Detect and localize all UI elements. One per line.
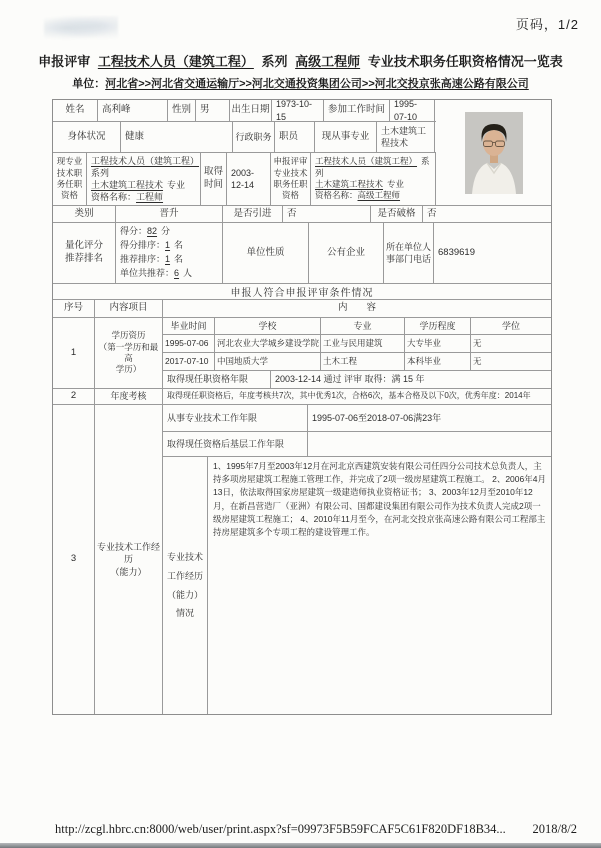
tenure-value: 2003-12-14 通过 评审 取得：满 15 年 bbox=[275, 374, 425, 385]
education-row-1: 1995-07-06 河北农业大学城乡建设学院 工业与民用建筑 大专毕业 无 bbox=[163, 335, 551, 353]
footer-url: http://zcgl.hbrc.cn:8000/web/user/print.aspx?sf=09973F5B59FCAF5C61F820DF18B34... bbox=[55, 822, 506, 836]
unit-type-value: 公有企业 bbox=[309, 223, 384, 283]
obtain-time-value: 2003-12-14 bbox=[227, 153, 271, 205]
gender-label: 性别 bbox=[168, 100, 196, 121]
tenure-label: 取得现任职资格年限 bbox=[163, 371, 271, 388]
col-item-header: 内容项目 bbox=[95, 300, 163, 317]
imported-label: 是否引进 bbox=[223, 206, 283, 222]
education-row-2: 2017-07-10 中国地质大学 土木工程 本科毕业 无 bbox=[163, 353, 551, 371]
recommend-rank-value: 1 bbox=[165, 254, 171, 264]
scan-edge bbox=[0, 843, 601, 848]
current-qual-value: 工程技术人员（建筑工程） 系列 土木建筑工程技术 专业 资格名称：工程师 bbox=[87, 153, 201, 205]
page-number: 页码，1/2 bbox=[515, 17, 579, 32]
col-content-header: 内 容 bbox=[337, 302, 376, 314]
row-scores bbox=[53, 223, 551, 284]
exception-label: 是否破格 bbox=[371, 206, 423, 222]
grassroots-value bbox=[308, 432, 551, 456]
hr-phone-value: 6839619 bbox=[438, 246, 475, 258]
education-no: 1 bbox=[53, 318, 95, 388]
experience-grassroots-row bbox=[163, 432, 551, 457]
unit-line bbox=[0, 75, 601, 91]
score-details: 得分：82 分 得分排序：1 名 推荐排序：1 名 单位共推荐：6 人 bbox=[116, 223, 223, 283]
row-experience bbox=[53, 405, 551, 714]
detail-label: 专业技术 工作经历 （能力） 情况 bbox=[163, 457, 208, 714]
title-mid: 系列 bbox=[261, 54, 288, 69]
profession-label: 现从事专业 bbox=[315, 122, 377, 152]
unit-label: 单位： bbox=[72, 78, 106, 90]
score-rank-value: 1 bbox=[165, 240, 171, 251]
work-start-value: 1995-07-10 bbox=[390, 100, 435, 121]
unit-recommend-value: 6 bbox=[174, 267, 180, 278]
id-photo bbox=[465, 112, 523, 194]
title-series: 工程技术人员（建筑工程） bbox=[97, 54, 254, 69]
assessment-no: 2 bbox=[53, 389, 95, 404]
category-value: 晋升 bbox=[116, 206, 223, 222]
experience-content bbox=[163, 405, 551, 714]
exception-value: 否 bbox=[427, 207, 437, 219]
hr-phone-label: 所在单位人事部门电话 bbox=[384, 223, 434, 283]
footer-date: 2018/8/2 bbox=[532, 822, 577, 836]
current-qual-label: 现专业技术职务任职资格 bbox=[53, 153, 87, 205]
education-label: 学历资历 （第一学历和最高 学历） bbox=[95, 318, 163, 388]
category-label: 类别 bbox=[53, 206, 116, 222]
imported-value: 否 bbox=[283, 206, 371, 222]
assessment-label: 年度考核 bbox=[95, 389, 163, 404]
experience-detail-text: 1、1995年7月至2003年12月在河北京西建筑安装有限公司任四分公司技术总负责人，主持多项房屋建筑工程施工管理工作，并完成了2项一级房屋建筑工程施工。 2、2006年4月13日，依法取得国家房屋建筑一级建造师执业资格证书； 3、2003年12月至2010年12月，在新昌营造厂（亚洲）有限公司、国都建设集团有限公司作为技术负责人完成2项一级房屋建筑工程施工； 4、2010年11月至今，在河北交投京张高速公路有限公司工程部主持房屋建筑多个专项工程的建设管理工作。 bbox=[213, 461, 546, 537]
basic-info-block bbox=[53, 100, 551, 206]
apply-cert-name: 高级工程师 bbox=[357, 190, 401, 201]
grassroots-label: 取得现任资格后基层工作年限 bbox=[163, 432, 308, 456]
experience-no: 3 bbox=[53, 405, 95, 714]
qualification-table bbox=[52, 99, 552, 715]
experience-label: 专业技术工作经历 （能力） bbox=[95, 405, 163, 714]
title-prefix: 申报评审 bbox=[38, 54, 91, 69]
row-columns-header bbox=[53, 300, 551, 318]
years-value: 1995-07-06至2018-07-06满23年 bbox=[312, 412, 442, 423]
row-category bbox=[53, 206, 551, 223]
admin-post-value: 职员 bbox=[275, 122, 315, 152]
experience-years-row bbox=[163, 405, 551, 432]
name-label: 姓名 bbox=[53, 100, 98, 121]
row-health-post bbox=[53, 122, 436, 153]
apply-qual-value: 工程技术人员（建筑工程） 系列 土木建筑工程技术 专业 资格名称：高级工程师 bbox=[311, 153, 436, 205]
title-suffix: 专业技术职务任职资格情况一览表 bbox=[367, 54, 563, 69]
photo-cell bbox=[436, 100, 551, 205]
row-name-gender-birth bbox=[53, 100, 436, 122]
scan-artifact bbox=[44, 16, 118, 40]
obtain-time-label: 取得时间 bbox=[201, 153, 227, 205]
education-tenure-row bbox=[163, 371, 551, 388]
work-start-label: 参加工作时间 bbox=[324, 100, 390, 121]
unit-value: 河北省>>河北省交通运输厅>>河北交通投资集团公司>>河北交投京张高速公路有限公司 bbox=[105, 78, 529, 90]
assessment-value: 取得现任职资格后，年度考核共7次，其中优秀1次，合格6次，基本合格及以下0次，优秀年度：2014年 bbox=[167, 391, 531, 401]
experience-detail-row bbox=[163, 457, 551, 714]
section-title: 申报人符合申报评审条件情况 bbox=[230, 288, 374, 299]
row-section-title bbox=[53, 284, 551, 300]
print-footer bbox=[55, 822, 577, 837]
birth-value: 1973-10-15 bbox=[272, 100, 324, 121]
row-education bbox=[53, 318, 551, 389]
row-assessment bbox=[53, 389, 551, 405]
current-cert-name: 工程师 bbox=[136, 192, 164, 203]
form-title bbox=[0, 51, 601, 70]
birth-label: 出生日期 bbox=[230, 100, 272, 121]
years-label: 从事专业技术工作年限 bbox=[163, 405, 308, 431]
apply-qual-label: 申报评审专业技术职务任职资格 bbox=[271, 153, 311, 205]
gender-value: 男 bbox=[196, 100, 230, 121]
name-value: 高利峰 bbox=[98, 100, 168, 121]
title-level: 高级工程师 bbox=[295, 54, 361, 69]
unit-type-label: 单位性质 bbox=[223, 223, 309, 283]
rank-label: 量化评分 推荐排名 bbox=[53, 223, 116, 283]
health-value: 健康 bbox=[121, 122, 233, 152]
education-table: 毕业时间 学校 专业 学历程度 学位 1995-07-06 河北农业大学城乡建设学院 工业与民用建筑 大专毕业 无 2017-07-10 中国地质大学 土木工程 本科毕业 无 取得现任职资格年限 2003-12-14 通过 评审 取得：满 15 年 bbox=[163, 318, 551, 388]
row-current-qualification bbox=[53, 153, 436, 205]
profession-value: 土木建筑工程技术 bbox=[377, 122, 435, 152]
col-no-header: 序号 bbox=[53, 300, 95, 317]
score-value: 82 bbox=[147, 226, 158, 237]
health-label: 身体状况 bbox=[53, 122, 121, 152]
admin-post-label: 行政职务 bbox=[233, 122, 275, 152]
